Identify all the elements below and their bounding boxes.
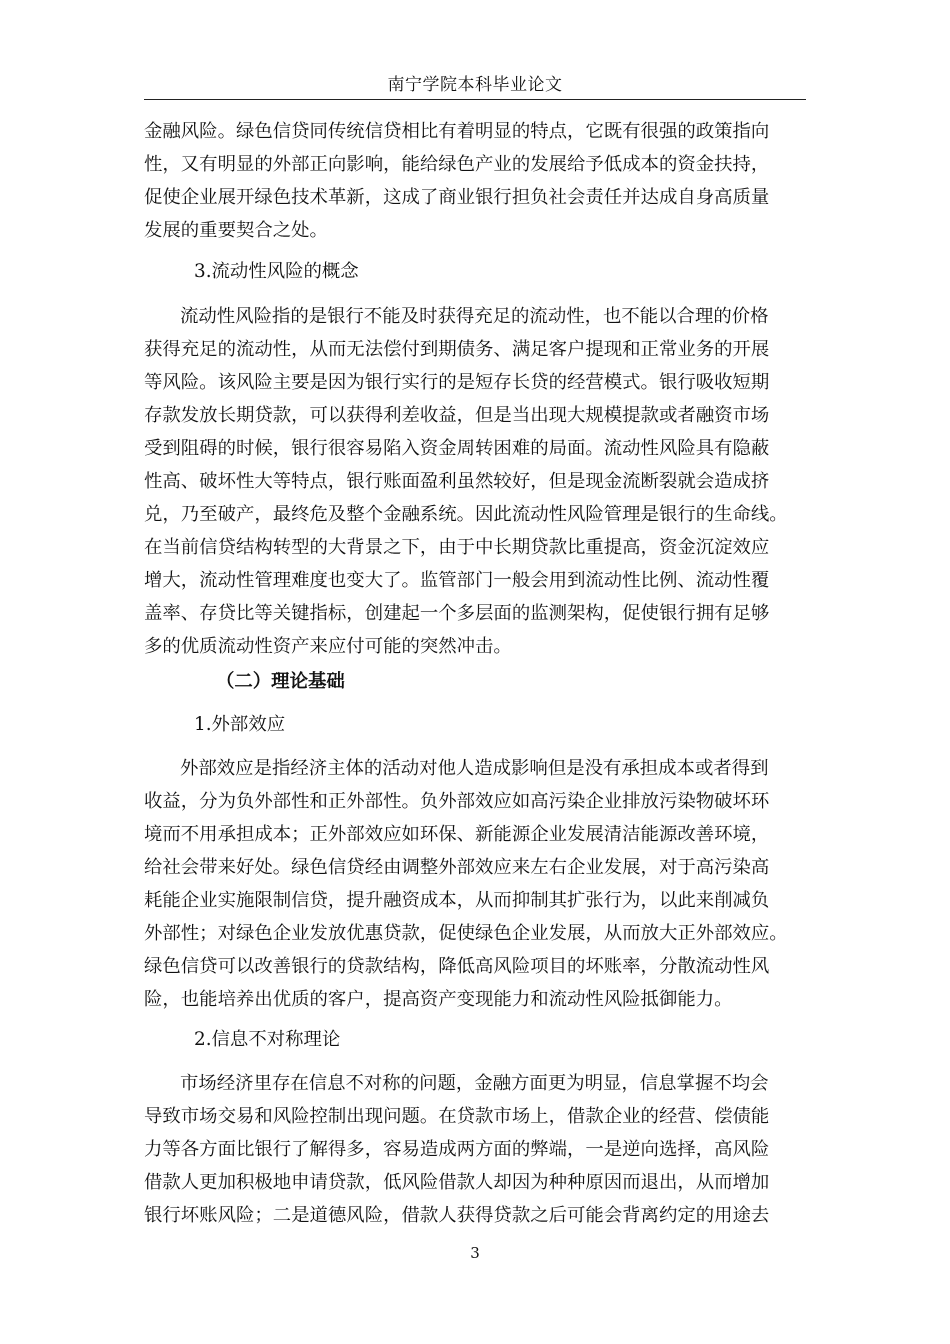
paragraph-line: 性高、破坏性大等特点，银行账面盈利虽然较好，但是现金流断裂就会造成挤: [144, 471, 770, 492]
page-number: 3: [470, 1244, 480, 1262]
paragraph-line: 多的优质流动性资产来应付可能的突然冲击。: [144, 636, 512, 657]
paragraph-line: 等风险。该风险主要是因为银行实行的是短存长贷的经营模式。银行吸收短期: [144, 372, 770, 393]
section-heading: （二）理论基础: [216, 671, 345, 692]
paragraph-line: 绿色信贷可以改善银行的贷款结构，降低高风险项目的坏账率，分散流动性风: [144, 956, 770, 977]
subheading: 3.流动性风险的概念: [194, 261, 359, 282]
paragraph-line: 耗能企业实施限制信贷，提升融资成本，从而抑制其扩张行为，以此来削减负: [144, 890, 770, 911]
subheading: 2.信息不对称理论: [194, 1029, 341, 1050]
paragraph-line: 受到阻碍的时候，银行很容易陷入资金周转困难的局面。流动性风险具有隐蔽: [144, 438, 770, 459]
paragraph-line: 获得充足的流动性，从而无法偿付到期债务、满足客户提现和正常业务的开展: [144, 339, 770, 360]
paragraph-line: 收益，分为负外部性和正外部性。负外部效应如高污染企业排放污染物破坏环: [144, 791, 770, 812]
paragraph-line: 力等各方面比银行了解得多，容易造成两方面的弊端，一是逆向选择，高风险: [144, 1139, 770, 1160]
paragraph-line: 流动性风险指的是银行不能及时获得充足的流动性，也不能以合理的价格: [180, 306, 769, 327]
paragraph-line: 存款发放长期贷款，可以获得利差收益，但是当出现大规模提款或者融资市场: [144, 405, 770, 426]
paragraph-line: 境而不用承担成本；正外部效应如环保、新能源企业发展清洁能源改善环境，: [144, 824, 770, 845]
paragraph-line: 促使企业展开绿色技术革新，这成了商业银行担负社会责任并达成自身高质量: [144, 187, 770, 208]
paragraph-line: 增大，流动性管理难度也变大了。监管部门一般会用到流动性比例、流动性覆: [144, 570, 770, 591]
paragraph-line: 银行坏账风险；二是道德风险，借款人获得贷款之后可能会背离约定的用途去: [144, 1205, 770, 1226]
paragraph-line: 兑，乃至破产，最终危及整个金融系统。因此流动性风险管理是银行的生命线。: [144, 504, 788, 525]
paragraph-line: 外部性；对绿色企业发放优惠贷款，促使绿色企业发展，从而放大正外部效应。: [144, 923, 788, 944]
paragraph-line: 金融风险。绿色信贷同传统信贷相比有着明显的特点，它既有很强的政策指向: [144, 121, 770, 142]
page-header-title: 南宁学院本科毕业论文: [387, 75, 563, 95]
subheading: 1.外部效应: [194, 714, 286, 735]
paragraph-line: 险，也能培养出优质的客户，提高资产变现能力和流动性风险抵御能力。: [144, 989, 733, 1010]
paragraph-line: 借款人更加积极地申请贷款，低风险借款人却因为种种原因而退出，从而增加: [144, 1172, 770, 1193]
paragraph-line: 性，又有明显的外部正向影响，能给绿色产业的发展给予低成本的资金扶持，: [144, 154, 770, 175]
paragraph-line: 外部效应是指经济主体的活动对他人造成影响但是没有承担成本或者得到: [180, 758, 769, 779]
paragraph-line: 给社会带来好处。绿色信贷经由调整外部效应来左右企业发展，对于高污染高: [144, 857, 770, 878]
paragraph-line: 盖率、存贷比等关键指标，创建起一个多层面的监测架构，促使银行拥有足够: [144, 603, 770, 624]
paragraph-line: 在当前信贷结构转型的大背景之下，由于中长期贷款比重提高，资金沉淀效应: [144, 537, 770, 558]
paragraph-line: 发展的重要契合之处。: [144, 220, 328, 241]
header-divider: [144, 99, 806, 100]
paragraph-line: 导致市场交易和风险控制出现问题。在贷款市场上，借款企业的经营、偿债能: [144, 1106, 770, 1127]
paragraph-line: 市场经济里存在信息不对称的问题，金融方面更为明显，信息掌握不均会: [180, 1073, 769, 1094]
